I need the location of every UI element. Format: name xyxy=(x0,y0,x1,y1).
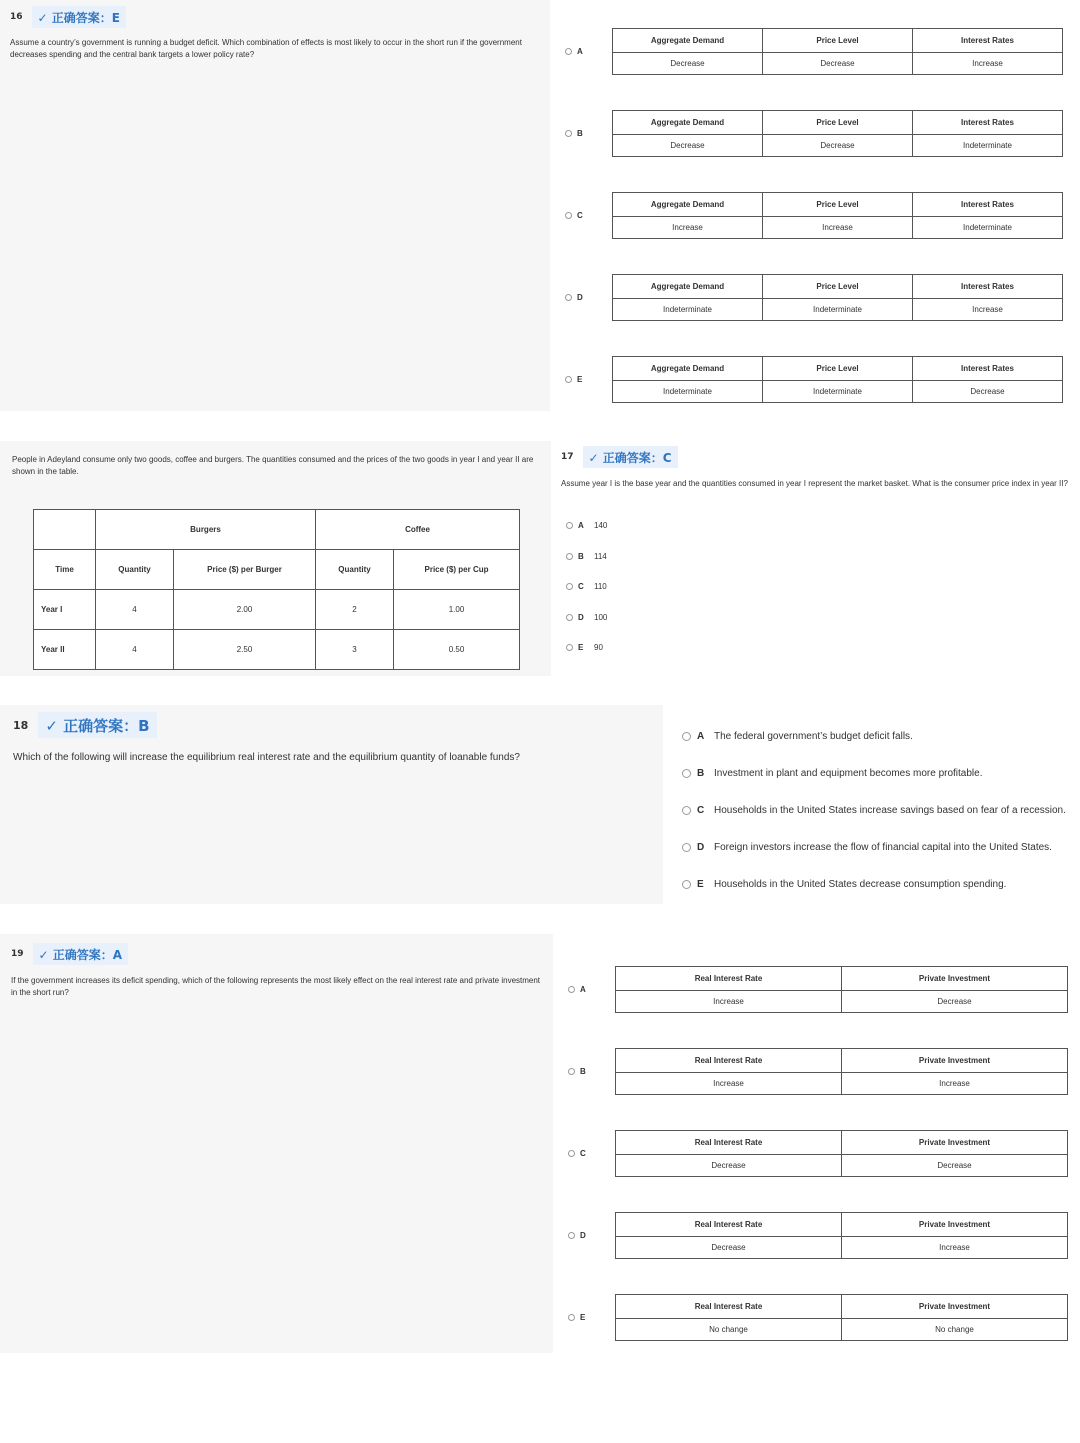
q19-option-c[interactable] xyxy=(568,1149,586,1158)
q19-option-b-table xyxy=(615,1048,1068,1095)
option-letter: B xyxy=(580,1067,586,1076)
table-cell: 3 xyxy=(316,630,394,670)
table-cell: 2.00 xyxy=(174,590,316,630)
question-number: 18 xyxy=(13,718,29,732)
radio-button[interactable] xyxy=(566,553,573,560)
q16-option-c[interactable] xyxy=(565,211,583,220)
table-header: Price ($) per Burger xyxy=(174,550,316,590)
table-header: Private Investment xyxy=(842,1213,1068,1237)
q16-option-b-table xyxy=(612,110,1063,157)
table-header: Real Interest Rate xyxy=(616,1131,842,1155)
q16-option-a-table xyxy=(612,28,1063,75)
correct-answer-badge: ✓ 正确答案：B xyxy=(38,712,156,738)
correct-answer-badge: ✓ 正确答案：A xyxy=(33,943,129,965)
option-letter: D xyxy=(580,1231,586,1240)
table-header: Price Level xyxy=(763,111,913,135)
option-letter: D xyxy=(578,613,584,622)
table-cell: 1.00 xyxy=(394,590,520,630)
table-cell: Indeterminate xyxy=(913,135,1063,157)
table-cell: Indeterminate xyxy=(763,299,913,321)
radio-button[interactable] xyxy=(568,1068,575,1075)
table-header: Time xyxy=(34,550,96,590)
radio-button[interactable] xyxy=(682,880,691,889)
question-text: Assume a country’s government is running a budget deficit. Which combination of effects is most likely to occur in the short run if the government decreases spending and the central bank targets a lower policy rate? xyxy=(10,38,522,60)
question-text: Which of the following will increase the equilibrium real interest rate and the equilibrium quantity of loanable funds? xyxy=(13,752,520,763)
option-letter: C xyxy=(580,1149,586,1158)
radio-button[interactable] xyxy=(565,48,572,55)
table-cell: Increase xyxy=(913,53,1063,75)
option-text: Households in the United States decrease consumption spending. xyxy=(714,879,1007,890)
table-header: Private Investment xyxy=(842,1049,1068,1073)
table-header: Real Interest Rate xyxy=(616,1213,842,1237)
q19-option-d[interactable] xyxy=(568,1231,586,1240)
table-header: Interest Rates xyxy=(913,357,1063,381)
table-cell: Decrease xyxy=(613,135,763,157)
radio-button[interactable] xyxy=(682,843,691,852)
table-header: Price Level xyxy=(763,29,913,53)
radio-button[interactable] xyxy=(568,1150,575,1157)
option-letter: E xyxy=(578,643,584,652)
q16-option-e[interactable] xyxy=(565,375,582,384)
table-group-header: Coffee xyxy=(316,510,520,550)
option-letter: E xyxy=(580,1313,586,1322)
option-letter: D xyxy=(697,842,705,853)
question-number: 16 xyxy=(10,12,23,22)
question-text: Assume year I is the base year and the quantities consumed in year I represent the market basket. What is the consumer price index in year II? xyxy=(561,479,1068,488)
option-letter: A xyxy=(577,47,583,56)
table-header: Private Investment xyxy=(842,1131,1068,1155)
table-header: Aggregate Demand xyxy=(613,193,763,217)
table-header: Interest Rates xyxy=(913,111,1063,135)
table-cell: 4 xyxy=(96,590,174,630)
table-cell: Increase xyxy=(616,1073,842,1095)
table-header: Price ($) per Cup xyxy=(394,550,520,590)
q18-option-a[interactable] xyxy=(682,731,913,742)
q17-option-c[interactable] xyxy=(566,582,607,591)
q18-header xyxy=(13,712,157,738)
q16-header xyxy=(10,6,126,28)
table-cell: Indeterminate xyxy=(913,217,1063,239)
table-header: Price Level xyxy=(763,193,913,217)
option-text: 114 xyxy=(594,552,607,561)
table-header: Real Interest Rate xyxy=(616,967,842,991)
q19-option-d-table xyxy=(615,1212,1068,1259)
q16-option-a[interactable] xyxy=(565,47,583,56)
q17-option-e[interactable] xyxy=(566,643,603,652)
table-row xyxy=(34,590,520,630)
radio-button[interactable] xyxy=(565,376,572,383)
table-cell: 4 xyxy=(96,630,174,670)
q18-option-c[interactable] xyxy=(682,805,1066,816)
table-cell: Decrease xyxy=(613,53,763,75)
q18-option-e[interactable] xyxy=(682,879,1006,890)
option-text: Investment in plant and equipment becomes more profitable. xyxy=(714,768,983,779)
q19-option-e-table xyxy=(615,1294,1068,1341)
radio-button[interactable] xyxy=(565,212,572,219)
correct-answer-badge: ✓ 正确答案：E xyxy=(32,6,126,28)
option-letter: C xyxy=(697,805,705,816)
table-cell: Increase xyxy=(842,1237,1068,1259)
option-letter: B xyxy=(697,768,705,779)
option-text: Households in the United States increase savings based on fear of a recession. xyxy=(714,805,1066,816)
q17-option-d[interactable] xyxy=(566,613,607,622)
table-header: Aggregate Demand xyxy=(613,29,763,53)
table-header: Interest Rates xyxy=(913,275,1063,299)
table-cell: Increase xyxy=(763,217,913,239)
table-group-header: Burgers xyxy=(96,510,316,550)
option-letter: E xyxy=(577,375,583,384)
radio-button[interactable] xyxy=(682,769,691,778)
q16-option-d-table xyxy=(612,274,1063,321)
q19-option-e[interactable] xyxy=(568,1313,585,1322)
correct-answer-badge: ✓ 正确答案：C xyxy=(583,446,678,468)
table-cell: Indeterminate xyxy=(613,299,763,321)
q16-option-c-table xyxy=(612,192,1063,239)
option-letter: A xyxy=(580,985,586,994)
table-cell: Increase xyxy=(913,299,1063,321)
table-row xyxy=(34,630,520,670)
table-header: Interest Rates xyxy=(913,29,1063,53)
radio-button[interactable] xyxy=(568,1314,575,1321)
table-cell: 2 xyxy=(316,590,394,630)
option-letter: B xyxy=(578,552,584,561)
table-header: Quantity xyxy=(316,550,394,590)
option-letter: A xyxy=(697,731,705,742)
q19-option-a-table xyxy=(615,966,1068,1013)
question-text: If the government increases its deficit spending, which of the following represents the most likely effect on the real interest rate and private investment in the short run? xyxy=(11,976,541,998)
table-row-label: Year I xyxy=(34,590,96,630)
q19-header xyxy=(11,943,128,965)
option-text: 140 xyxy=(594,521,608,530)
q17-option-a[interactable] xyxy=(566,521,607,530)
radio-button[interactable] xyxy=(565,294,572,301)
radio-button[interactable] xyxy=(566,644,573,651)
table-header: Real Interest Rate xyxy=(616,1049,842,1073)
table-cell: Decrease xyxy=(842,991,1068,1013)
option-text: The federal government’s budget deficit falls. xyxy=(714,731,913,742)
table-header: Interest Rates xyxy=(913,193,1063,217)
table-cell: Decrease xyxy=(616,1155,842,1177)
option-letter: C xyxy=(577,211,583,220)
option-letter: B xyxy=(577,129,583,138)
option-letter: C xyxy=(578,582,584,591)
table-cell: Increase xyxy=(616,991,842,1013)
q18-option-d[interactable] xyxy=(682,842,1052,853)
option-letter: D xyxy=(577,293,583,302)
radio-button[interactable] xyxy=(568,986,575,993)
stimulus-text: People in Adeyland consume only two goods, coffee and burgers. The quantities consumed and the prices of the two goods in year I and year II are shown in the table. xyxy=(12,455,534,477)
option-letter: A xyxy=(578,521,584,530)
q17-data-table xyxy=(33,509,520,670)
option-letter: E xyxy=(697,879,704,890)
question-number: 19 xyxy=(11,949,24,959)
radio-button[interactable] xyxy=(568,1232,575,1239)
radio-button[interactable] xyxy=(566,522,573,529)
table-header: Price Level xyxy=(763,275,913,299)
table-header: Private Investment xyxy=(842,967,1068,991)
q17-option-b[interactable] xyxy=(566,552,607,561)
table-header: Private Investment xyxy=(842,1295,1068,1319)
table-cell: Decrease xyxy=(763,53,913,75)
table-empty-cell xyxy=(34,510,96,550)
q16-option-d[interactable] xyxy=(565,293,583,302)
q17-header xyxy=(561,446,678,468)
table-cell: 0.50 xyxy=(394,630,520,670)
q19-option-a[interactable] xyxy=(568,985,586,994)
table-cell: Increase xyxy=(613,217,763,239)
table-cell: Decrease xyxy=(763,135,913,157)
table-row-label: Year II xyxy=(34,630,96,670)
radio-button[interactable] xyxy=(566,614,573,621)
option-text: 100 xyxy=(594,613,608,622)
table-cell: Decrease xyxy=(616,1237,842,1259)
q16-option-e-table xyxy=(612,356,1063,403)
table-header: Aggregate Demand xyxy=(613,275,763,299)
table-header: Real Interest Rate xyxy=(616,1295,842,1319)
table-cell: Indeterminate xyxy=(763,381,913,403)
q18-option-b[interactable] xyxy=(682,768,983,779)
q19-option-c-table xyxy=(615,1130,1068,1177)
radio-button[interactable] xyxy=(565,130,572,137)
table-header: Aggregate Demand xyxy=(613,111,763,135)
q19-option-b[interactable] xyxy=(568,1067,586,1076)
table-header: Aggregate Demand xyxy=(613,357,763,381)
table-cell: 2.50 xyxy=(174,630,316,670)
question-number: 17 xyxy=(561,452,574,462)
q16-option-b[interactable] xyxy=(565,129,583,138)
option-text: 110 xyxy=(594,582,607,591)
option-text: Foreign investors increase the flow of financial capital into the United States. xyxy=(714,842,1052,853)
table-cell: Decrease xyxy=(913,381,1063,403)
option-text: 90 xyxy=(594,643,603,652)
radio-button[interactable] xyxy=(682,806,691,815)
radio-button[interactable] xyxy=(682,732,691,741)
table-cell: No change xyxy=(842,1319,1068,1341)
table-cell: Decrease xyxy=(842,1155,1068,1177)
table-cell: Increase xyxy=(842,1073,1068,1095)
table-cell: Indeterminate xyxy=(613,381,763,403)
table-cell: No change xyxy=(616,1319,842,1341)
table-header: Quantity xyxy=(96,550,174,590)
table-header: Price Level xyxy=(763,357,913,381)
radio-button[interactable] xyxy=(566,583,573,590)
